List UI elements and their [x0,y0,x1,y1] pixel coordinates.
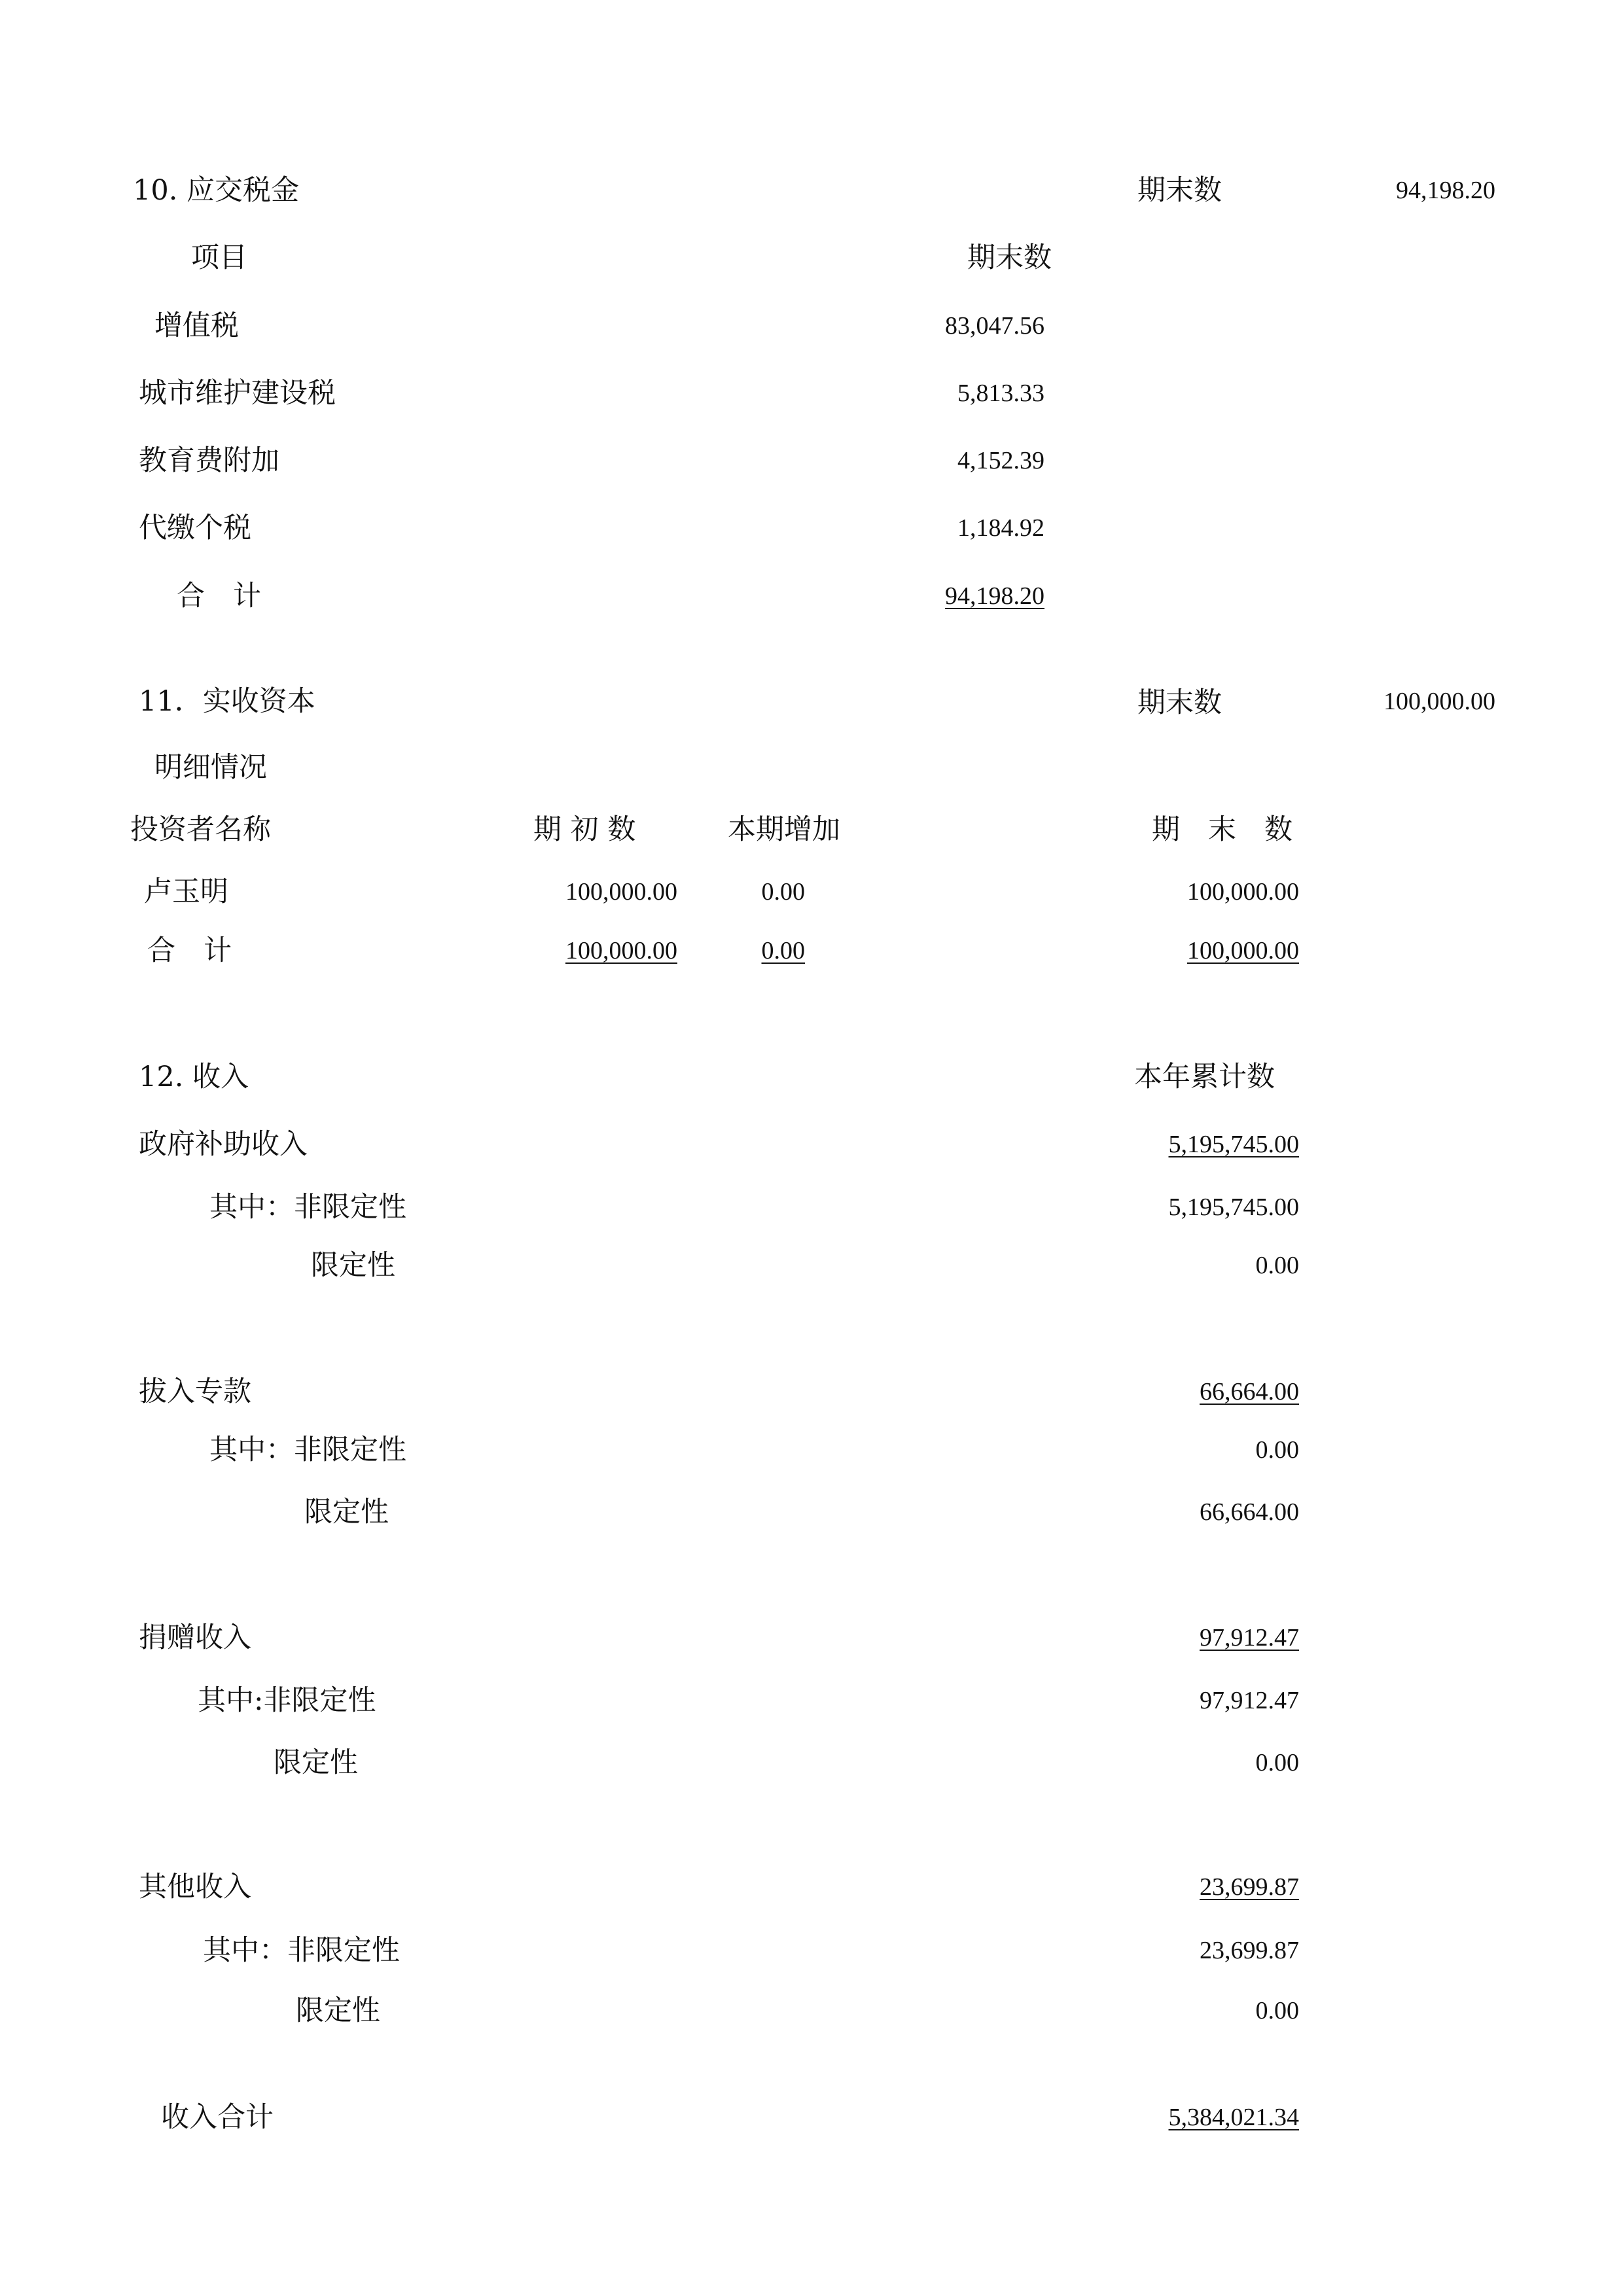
capital-detail-label: 明细情况 [154,751,267,784]
income-unrestricted-label: 其中:非限定性 [198,1684,376,1717]
tax-col-end: 期末数 [967,241,1052,274]
capital-row-end: 100,000.00 [1187,878,1299,906]
capital-row-begin: 100,000.00 [565,878,677,906]
tax-col-item: 项目 [191,241,247,274]
tax-row-label: 教育费附加 [139,444,279,477]
tax-row-label: 增值税 [154,309,239,342]
tax-row-value: 4,152.39 [957,447,1044,474]
capital-end-label: 期末数 [1137,686,1222,719]
tax-row-value: 1,184.92 [957,514,1044,542]
income-unrestricted-label: 其中：非限定性 [203,1934,400,1967]
capital-row-increase: 0.00 [761,878,805,906]
income-unrestricted-label: 其中：非限定性 [209,1434,406,1466]
capital-col-begin: 期 初 数 [533,813,636,846]
income-unrestricted-value: 97,912.47 [1200,1687,1299,1714]
capital-col-name: 投资者名称 [130,813,271,846]
tax-heading: 10. 应交税金 [133,174,300,207]
capital-col-increase: 本期增加 [728,813,840,846]
income-group-total: 23,699.87 [1200,1873,1299,1901]
capital-row-name: 卢玉明 [144,875,228,908]
income-total-label: 收入合计 [161,2101,274,2134]
income-group-label: 拔入专款 [139,1375,251,1408]
income-restricted-value: 66,664.00 [1200,1498,1299,1526]
capital-total-end: 100,000.00 [1187,937,1299,964]
income-restricted-value: 0.00 [1255,1997,1299,2024]
income-unrestricted-value: 5,195,745.00 [1168,1193,1299,1221]
tax-row-value: 83,047.56 [945,312,1044,340]
tax-row-label: 代缴个税 [139,512,251,544]
income-heading: 12. 收入 [139,1061,249,1093]
capital-heading: 11．实收资本 [139,685,315,718]
income-restricted-label: 限定性 [304,1496,389,1528]
income-group-label: 捐赠收入 [139,1621,251,1654]
income-unrestricted-label: 其中：非限定性 [209,1191,406,1224]
income-restricted-value: 0.00 [1255,1252,1299,1279]
capital-total-increase: 0.00 [761,937,805,964]
tax-row-value: 5,813.33 [957,380,1044,407]
income-group-total: 66,664.00 [1200,1378,1299,1405]
tax-end-label: 期末数 [1137,174,1222,207]
income-total-value: 5,384,021.34 [1168,2104,1299,2131]
income-restricted-label: 限定性 [274,1746,358,1779]
income-group-total: 97,912.47 [1200,1624,1299,1651]
tax-row-label: 城市维护建设税 [139,377,336,410]
income-restricted-value: 0.00 [1255,1749,1299,1776]
income-unrestricted-value: 23,699.87 [1200,1937,1299,1964]
capital-col-end: 期 末 数 [1152,813,1293,846]
tax-total-label: 合 计 [177,580,261,612]
income-group-total: 5,195,745.00 [1168,1131,1299,1158]
capital-total-name: 合 计 [147,934,232,967]
income-col-label: 本年累计数 [1134,1061,1275,1093]
tax-total-value: 94,198.20 [945,582,1044,610]
income-restricted-label: 限定性 [311,1249,395,1282]
income-group-label: 其他收入 [139,1871,251,1903]
income-restricted-label: 限定性 [296,1994,380,2027]
income-unrestricted-value: 0.00 [1255,1436,1299,1464]
capital-total-begin: 100,000.00 [565,937,677,964]
income-group-label: 政府补助收入 [139,1128,308,1161]
tax-end-value: 94,198.20 [1396,177,1495,204]
capital-end-value: 100,000.00 [1383,688,1495,715]
